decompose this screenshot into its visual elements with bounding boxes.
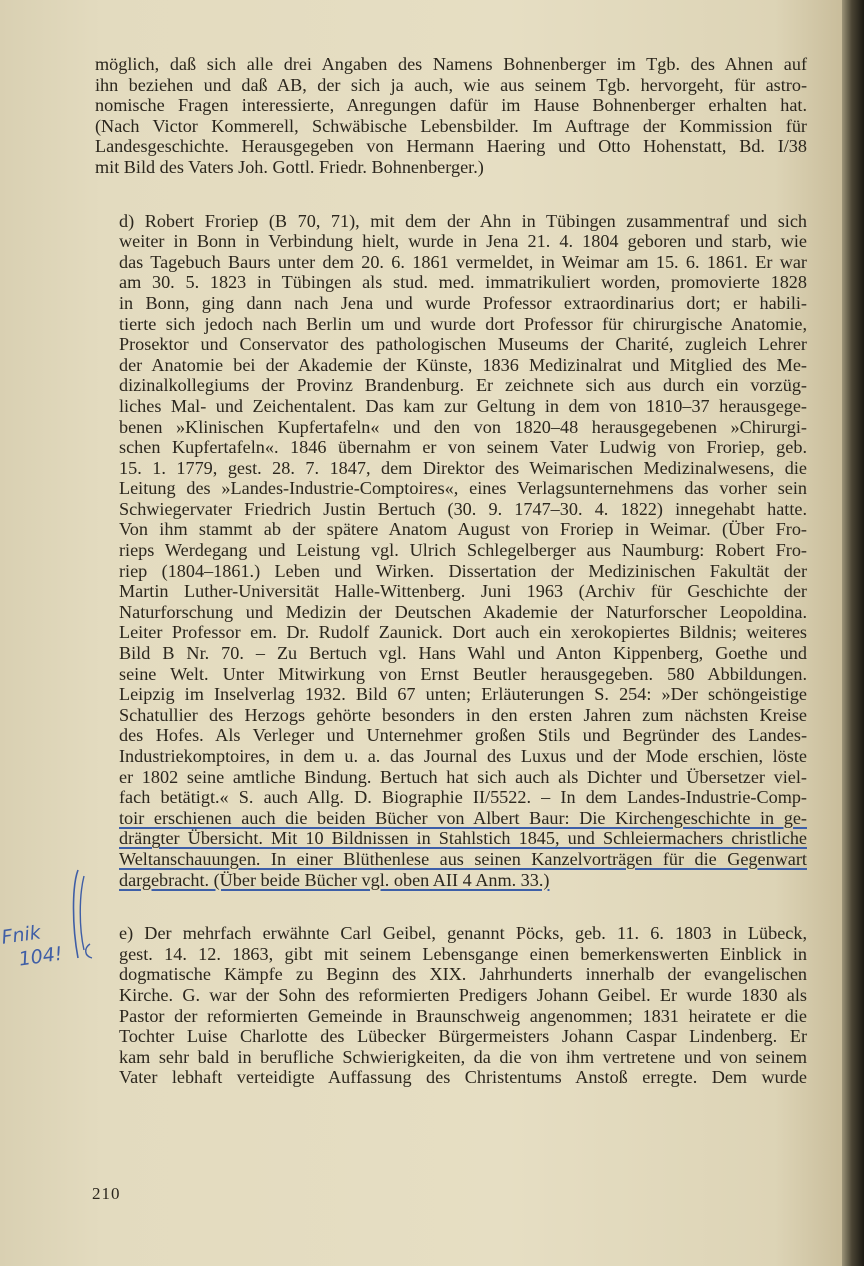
text-line: schen Kupfertafeln«. 1846 übernahm er von seinem Vater Ludwig von Froriep, geb. [119,437,807,458]
text-line: e) Der mehrfach erwähnte Carl Geibel, genannt Pöcks, geb. 11. 6. 1803 in Lübeck, [119,923,807,944]
book-spine-edge [842,0,864,1266]
text-line: (Nach Victor Kommerell, Schwäbische Lebensbilder. Im Auftrage der Kommission für [95,115,807,136]
text-line: mit Bild des Vaters Joh. Gottl. Friedr. Bohnenberger.) [95,156,484,177]
text-line: liches Mal- und Zeichentalent. Das kam zur Geltung in dem von 1810–37 herausgege- [119,395,807,416]
paragraph-bohnenberger [95,54,807,178]
text-line: Leiter Professor em. Dr. Rudolf Zaunick. Dort auch ein xerokopiertes Bildnis; weiteres [119,622,807,643]
text-line: Pastor der reformierten Gemeinde in Braunschweig angenommen; 1831 heiratete er die [119,1005,807,1026]
text-line: Bild B Nr. 70. – Zu Bertuch vgl. Hans Wahl und Anton Kippenberg, Goethe und [119,643,807,664]
text-line: der Anatomie bei der Akademie der Künste, 1836 Medizinalrat und Mitglied des Me- [119,354,807,375]
text-line: des Hofes. Als Verleger und Unternehmer großen Stils und Begründer des Landes- [119,725,807,746]
text-line: seine Welt. Unter Mitwirkung von Ernst Beutler herausgegeben. 580 Abbildungen. [119,663,807,684]
text-line: weiter in Bonn in Verbindung hielt, wurde in Jena 21. 4. 1804 geboren und starb, wie [119,231,807,252]
margin-note-line: 104! [17,942,64,971]
text-line: Kirche. G. war der Sohn des reformierten Predigers Johann Geibel. Er wurde 1830 als [119,984,807,1005]
text-line: tierte sich jedoch nach Berlin um und wurde dort Professor für chirurgische Anatomie, [119,313,807,334]
handwritten-bracket-mark [66,866,94,962]
text-line: riep (1804–1861.) Leben und Wirken. Dissertation der Medizinischen Fakultät der [119,560,807,581]
text-line: Leipzig im Inselverlag 1932. Bild 67 unten; Erläuterungen S. 254: »Der schöngeistige [119,684,807,705]
text-line: kam sehr bald in berufliche Schwierigkeiten, da die von ihm vertretene und von seinem [119,1046,807,1067]
text-line: d) Robert Froriep (B 70, 71), mit dem der Ahn in Tübingen zusammentraf und sich [119,210,807,231]
text-line: nomische Fragen interessierte, Anregungen dafür im Hause Bohnenberger erhalten hat. [95,95,807,116]
text-line: 15. 1. 1779, gest. 28. 7. 1847, dem Direktor des Weimarischen Medizinalwesens, die [119,457,807,478]
text-line: Leitung des »Landes-Industrie-Comptoires«, eines Verlagsunternehmens das vorher sein [119,478,807,499]
text-line: Naturforschung und Medizin der Deutschen Akademie der Naturforscher Leopoldina. [119,601,807,622]
text-line: Landesgeschichte. Herausgegeben von Hermann Haering und Otto Hohenstatt, Bd. I/38 [95,136,807,157]
text-line: Industriekomptoires, in dem u. a. das Journal des Luxus und der Mode erschien, löste [119,746,807,766]
text-line: gest. 14. 12. 1863, gibt mit seinem Lebensgange einen bemerkenswerten Einblick in [119,943,807,964]
underlined-text-line: drängter Übersicht. Mit 10 Bildnissen in Stahlstich 1845, und Schleiermachers christliche [119,828,807,849]
text-line: am 30. 5. 1823 in Tübingen als stud. med. immatrikuliert worden, promovierte 1828 [119,272,807,293]
text-line: er 1802 seine amtliche Bindung. Bertuch hat sich auch als Dichter und Übersetzer viel- [119,766,807,787]
text-line: das Tagebuch Baurs unter dem 20. 6. 1861 vermeldet, in Weimar am 15. 6. 1861. Er war [119,251,807,272]
underlined-text-line: dargebracht. (Über beide Bücher vgl. oben AII 4 Anm. 33.) [119,869,550,890]
margin-note-line: Fnik [0,921,43,949]
text-line: Schwiegervater Friedrich Justin Bertuch (30. 9. 1747–30. 4. 1822) innegehabt hatte. [119,498,807,519]
handwritten-margin-note [0,918,64,974]
paragraph-froriep [95,211,807,891]
text-line: benen »Klinischen Kupfertafeln« und den von 1820–48 herausgegebenen »Chirurgi- [119,416,807,437]
text-line: dizinalkollegiums der Provinz Brandenburg. Er zeichnete sich aus durch ein vorzüg- [119,375,807,396]
text-line: fach betätigt.« S. auch Allg. D. Biographie II/5522. – In dem Landes-Industrie-Comp- [119,787,807,808]
underlined-text-line: Weltanschauungen. In einer Blüthenlese aus seinen Kanzelvorträgen für die Gegenwart [119,848,807,869]
body-text [95,54,807,1088]
text-line: Martin Luther-Universität Halle-Wittenberg. Juni 1963 (Archiv für Geschichte der [119,581,807,602]
text-line: Prosektor und Conservator des pathologischen Museums der Charité, zugleich Lehrer [119,334,807,355]
text-line: Vater lebhaft verteidigte Auffassung des Christentums Anstoß erregte. Dem wurde [119,1067,807,1088]
text-line: Schatullier des Herzogs gehörte besonders in den ersten Jahren zum nächsten Kreise [119,704,807,725]
text-line: ihn beziehen und daß AB, der sich ja auch, wie aus seinem Tgb. hervorgeht, für astro- [95,74,807,95]
text-line: Von ihm stammt ab der spätere Anatom August von Froriep in Weimar. (Über Fro- [119,519,807,540]
text-line: Tochter Luise Charlotte des Lübecker Bürgermeisters Johann Caspar Lindenberg. Er [119,1026,807,1047]
page-number: 210 [92,1184,121,1203]
text-line: in Bonn, ging dann nach Jena und wurde Professor extraordinarius dort; er habili- [119,292,807,313]
underlined-text-line: toir erschienen auch die beiden Bücher von Albert Baur: Die Kirchengeschichte in ge- [119,807,807,828]
text-line: möglich, daß sich alle drei Angaben des Namens Bohnenberger im Tgb. des Ahnen auf [95,54,807,74]
paragraph-geibel [95,923,807,1088]
text-line: rieps Werdegang und Leistung vgl. Ulrich Schlegelberger aus Naumburg: Robert Fro- [119,540,807,561]
text-line: dogmatische Kämpfe zu Beginn des XIX. Jahrhunderts innerhalb der evangelischen [119,964,807,985]
